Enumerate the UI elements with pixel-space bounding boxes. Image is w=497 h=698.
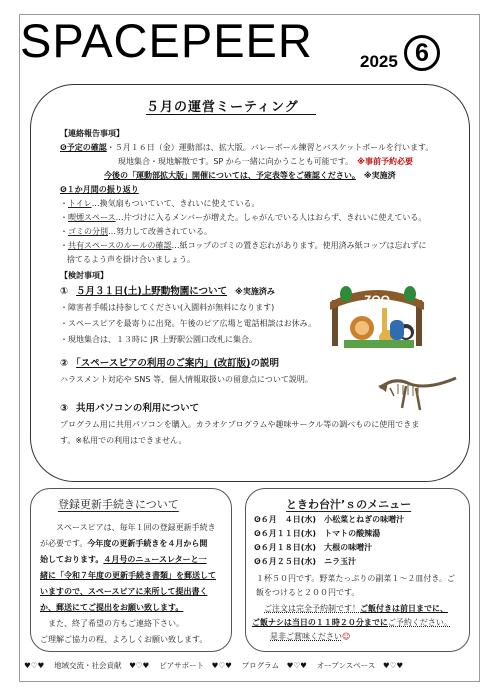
review-item-smoking: ・喫煙スペース…片づけに入るメンバーが増えた。しゃがんでいる人はおらず、きれいに使えている。 (60, 213, 427, 222)
menu-note-line1: ご注文は完全予約制です！ご飯付きは前日までに、 (264, 604, 448, 613)
dino-spine (380, 378, 456, 388)
zoo-tree-left (340, 286, 352, 302)
renewal-heading: 登録更新手続きについて (58, 498, 179, 511)
review-title: ❻１か月間の振り返り (60, 185, 139, 194)
footer (24, 656, 474, 676)
menu-item: ❻６月２５日(水) ニラ玉汁 (254, 557, 357, 566)
meeting-heading: ５月の運営ミーティング (146, 100, 299, 115)
renewal-line6: か、郵送にてご提出をお願い致します。 (40, 603, 184, 612)
review-item-rules-cont: 捨てるよう声を掛け合いましょう。 (67, 255, 195, 264)
topic2-text: ハラスメント対応や SNS 等、個人情報取扱いの留意点について説明。 (60, 375, 313, 384)
masthead (20, 15, 450, 75)
zoo-illustration (326, 280, 428, 352)
issue-number-badge: 6 (404, 35, 440, 71)
renewal-line4: 緒に「令和７年度の更新手続き書類」を郵送して (40, 571, 216, 580)
topic1-bullet2: ・スペースピアを最寄りに出発。午後のピア広場と電話相談はお休み。 (60, 319, 317, 328)
renewal-line5: いますので、スペースピアに来所して提出書く (40, 587, 208, 596)
menu-item: ❻６月１１日(水) トマトの酸辣湯 (254, 529, 381, 538)
zoo-penguin (390, 320, 404, 340)
zoo-grass (344, 340, 414, 348)
newsletter-year: 2025 (360, 52, 398, 71)
sports-line2: 現地集合・現地解散です。SP から一緒に向かうことも可能です。 ※事前予約必要 (118, 157, 413, 166)
menu-heading: ときわ台汁’ｓのメニュー (286, 498, 412, 511)
consider-label: 【検討事項】 (60, 271, 108, 280)
dino-skull (378, 382, 388, 392)
report-label: 【連絡報告事項】 (60, 129, 124, 138)
renewal-line7: また、終了希望の方もご連絡下さい。 (48, 619, 184, 628)
renewal-line8: ご理解ご協力の程、よろしくお願い致します。 (40, 635, 208, 644)
heart-icon: ♥♡♥ (286, 661, 307, 670)
newsletter-title: SPACEPEER (20, 14, 313, 67)
menu-price-line1: １杯５０円です。野菜たっぷりの副菜１～２皿付き。ご (256, 574, 456, 583)
dinosaur-skeleton-illustration (376, 368, 460, 414)
topic1-bullet3: ・現地集合は、１３時に JR 上野駅公園口改札に集合。 (60, 335, 258, 344)
lion-face (355, 321, 369, 335)
zoo-tree-right (404, 286, 416, 302)
topic1-title: ① ５月３１日(土)上野動物園について ※実施済み (60, 286, 275, 297)
review-item-toilet: ・トイレ…換気扇もついていて、きれいに使えている。 (60, 199, 260, 208)
footer-item: オープンスペース (316, 661, 376, 670)
smile-icon: ☺ (342, 632, 351, 641)
heart-icon: ♥♡♥ (24, 661, 45, 670)
footer-item: プログラム (241, 661, 280, 670)
meeting-heading-underline (146, 114, 316, 115)
review-item-rules: ・共有スペースのルールの確認…紙コップのゴミの置き忘れがあります。使用済み紙コップは忘れずに (60, 241, 427, 250)
menu-item: ❻６月１８日(水) 大根の味噌汁 (254, 543, 373, 552)
menu-price-line2: 飯をつけると２００円です。 (256, 588, 360, 597)
renewal-line3: 始しております。４月号のニュースレターと一 (40, 555, 207, 564)
heart-icon: ♥♡♥ (211, 661, 232, 670)
menu-item: ❻６月 ４日(水) 小松菜とねぎの味噌汁 (254, 515, 405, 524)
topic1-bullet1: ・障害者手帳は持参してください(入園料が無料になります) (60, 303, 275, 312)
dino-legs (402, 386, 420, 410)
topic3-line2: す。※私用での利用はできません。 (60, 436, 187, 445)
renewal-line2: が必要です。今年度の更新手続きを４月から開 (40, 539, 208, 548)
dino-arm (390, 388, 394, 396)
heart-icon: ♥♡♥ (129, 661, 150, 670)
renewal-line1: スペースピアは、毎年１回の登録更新手続き (56, 523, 216, 532)
sports-line1: ❻予定の確認・５月１６日（金）運動部は、拡大版。バレーボール練習とバスケットボールを行います。 (60, 143, 434, 152)
topic3-line1: プログラム用に共用パソコンを購入。カラオケプログラムや趣味サークル等の調べものに使用できま (60, 420, 420, 429)
zoo-sign-text: ZOO (364, 293, 390, 307)
heart-icon: ♥♡♥ (382, 661, 404, 670)
topic2-title: ② 「スペースピアの利用のご案内」(改訂版)の説明 (60, 358, 280, 369)
topic3-title: ③ 共用パソコンの利用について (60, 403, 200, 414)
sports-line3: 今後の「運動部拡大版」開催については、予定表等をご確認ください。 ※実施済 (104, 171, 396, 180)
footer-item: ピアサポート (159, 661, 205, 670)
review-item-garbage: ・ゴミの分別…努力して改善されている。 (60, 227, 212, 236)
menu-note-line3: 是非ご賞味ください☺ (270, 632, 351, 641)
footer-item: 地域交流・社会貢献 (54, 661, 122, 670)
menu-note-line2: ご飯ナシは当日の１１時２０分までにご予約ください。 (252, 618, 452, 627)
